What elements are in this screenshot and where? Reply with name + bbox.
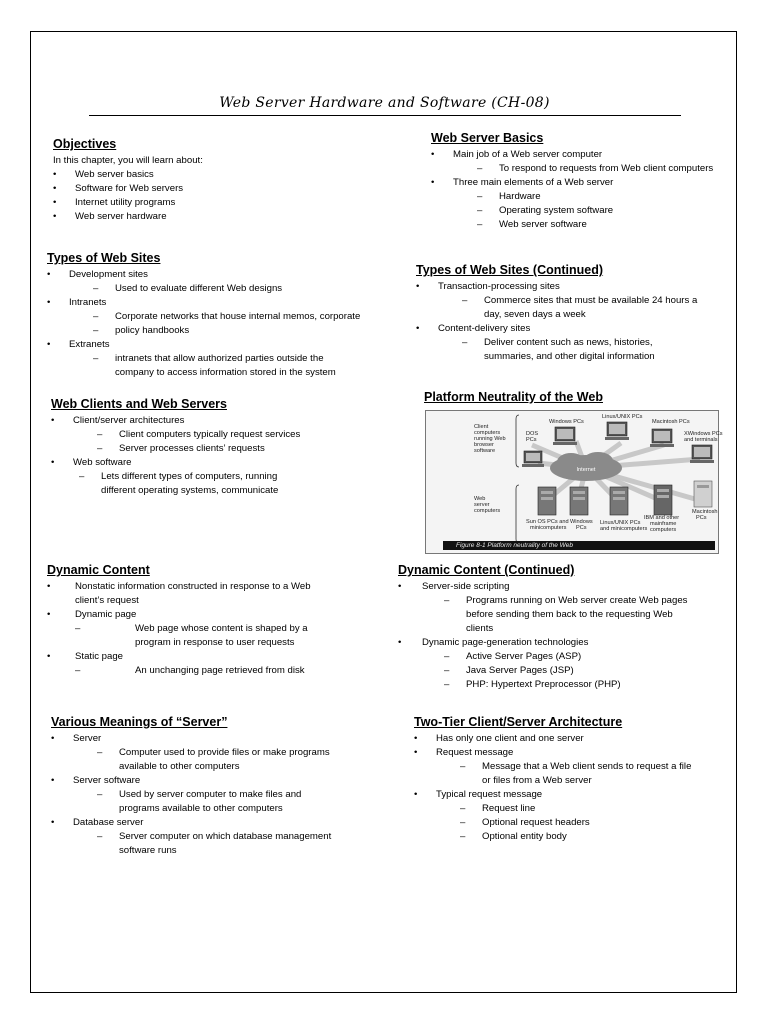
macintosh-pc-icon: [650, 429, 674, 447]
section-heading: Web Server Basics: [431, 131, 544, 145]
list-subitem-continuation: software runs: [119, 845, 177, 856]
linux-pc-icon: [605, 422, 629, 440]
list-subitem: – Server computer on which database management: [51, 830, 391, 844]
list-subitem: – Server processes clients’ requests: [51, 442, 391, 456]
ibm-label: mainframe: [650, 521, 677, 527]
sun-server-icon: [538, 487, 556, 515]
list-subitem: – Corporate networks that house internal memos, corporate: [47, 310, 392, 324]
list-item: • Web software: [51, 456, 391, 470]
list-subitem-continuation: company to access information stored in the system: [115, 367, 336, 378]
sun-label: Sun OS PCs and: [526, 519, 569, 525]
list-subitem: – Lets different types of computers, running: [51, 470, 391, 484]
list-subitem: – Deliver content such as news, histories,: [416, 336, 726, 350]
linux-pcs-label: Linux/UNIX PCs: [602, 414, 643, 420]
list-subitem-continuation: summaries, and other digital information: [484, 351, 655, 362]
list-item: • Static page: [47, 650, 392, 664]
section-types-of-web-sites-continued: [416, 262, 726, 364]
clients-label: computers: [474, 430, 501, 436]
section-dynamic-content-continued: [398, 562, 728, 692]
clients-label: Client: [474, 424, 489, 430]
windows-pcs-label: Windows PCs: [549, 419, 584, 425]
figure-caption: Figure 8-1 Platform neutrality of the Web: [456, 542, 573, 549]
list-item: • Transaction-processing sites: [416, 280, 726, 294]
list-item: • Development sites: [47, 268, 392, 282]
list-subitem: – Client computers typically request services: [51, 428, 391, 442]
client-bracket: [516, 415, 519, 467]
list-item: • Web server hardware: [53, 210, 383, 224]
linux-server-icon: [610, 487, 628, 515]
macintosh-server-icon: [694, 481, 712, 507]
internet-label: Internet: [576, 467, 596, 473]
list-item: • Server: [51, 732, 391, 746]
list-subitem: – Commerce sites that must be available 24 hours a: [416, 294, 726, 308]
list-subitem: – Request line: [414, 802, 729, 816]
linux-server-label: and minicomputers: [600, 526, 648, 532]
list-subitem: – Java Server Pages (JSP): [398, 664, 728, 678]
list-item: • Nonstatic information constructed in response to a Web: [47, 580, 392, 594]
servers-label: computers: [474, 508, 501, 514]
section-objectives: [53, 136, 383, 224]
mainframe-icon: [654, 485, 672, 515]
clients-label: running Web: [474, 436, 506, 442]
list-subitem: – Used to evaluate different Web designs: [47, 282, 392, 296]
list-subitem: – To respond to requests from Web client computers: [431, 162, 731, 176]
sun-label: minicomputers: [530, 525, 567, 531]
section-heading: Web Clients and Web Servers: [51, 397, 227, 411]
objectives-intro: In this chapter, you will learn about:: [53, 155, 203, 166]
servers-label: Web: [474, 496, 486, 502]
list-subitem-continuation: clients: [466, 623, 494, 634]
macintosh-pcs-label: Macintosh PCs: [652, 419, 690, 425]
list-subitem-continuation: program in response to user requests: [135, 637, 295, 648]
list-item: • Client/server architectures: [51, 414, 391, 428]
section-heading: Various Meanings of “Server”: [51, 715, 228, 729]
xwindows-label: XWindows PCs: [684, 431, 723, 437]
xwindows-label: and terminals: [684, 437, 718, 443]
servers-label: server: [474, 502, 490, 508]
list-subitem: – intranets that allow authorized parties outside the: [47, 352, 392, 366]
list-subitem-continuation: – policy handbooks: [47, 324, 392, 338]
section-two-tier-architecture: [414, 714, 729, 844]
objectives-list: [53, 168, 383, 224]
section-heading: Two-Tier Client/Server Architecture: [414, 715, 623, 729]
list-item: • Software for Web servers: [53, 182, 383, 196]
section-types-of-web-sites: [47, 250, 392, 380]
list-item: • Database server: [51, 816, 391, 830]
list-item: • Request message: [414, 746, 729, 760]
list-subitem: – Optional entity body: [414, 830, 729, 844]
internet-cloud-icon: [550, 452, 622, 481]
list-item: • Dynamic page-generation technologies: [398, 636, 728, 650]
list-item: • Extranets: [47, 338, 392, 352]
list-subitem: – PHP: Hypertext Preprocessor (PHP): [398, 678, 728, 692]
list-subitem: – Used by server computer to make files and: [51, 788, 391, 802]
section-heading: Objectives: [53, 137, 117, 151]
list-item: • Main job of a Web server computer: [431, 148, 731, 162]
mac-server-label: Macintosh: [692, 509, 718, 515]
dos-label: DOS: [526, 431, 539, 437]
list-item: • Server software: [51, 774, 391, 788]
server-bracket: [516, 485, 519, 543]
page-frame: [30, 31, 737, 993]
list-subitem: – Optional request headers: [414, 816, 729, 830]
ibm-label: computers: [650, 527, 677, 533]
list-item: • Dynamic page: [47, 608, 392, 622]
section-heading: Types of Web Sites: [47, 251, 161, 265]
windows-server-icon: [570, 487, 588, 515]
list-subitem: – Programs running on Web server create Web pages: [398, 594, 728, 608]
list-item: • Server-side scripting: [398, 580, 728, 594]
list-item-continuation: client’s request: [75, 595, 139, 606]
dos-pc-icon: [522, 451, 544, 467]
list-subitem-continuation: or files from a Web server: [482, 775, 592, 786]
dos-label: PCs: [526, 437, 537, 443]
linux-server-label: Linux/UNIX PCs: [600, 520, 641, 526]
document-title: Web Server Hardware and Software (CH-08): [219, 95, 550, 111]
network-diagram: [426, 411, 723, 553]
xwindows-terminal-icon: [690, 445, 714, 463]
list-subitem: – Web page whose content is shaped by a: [47, 622, 392, 636]
windows-server-label: Windows: [570, 519, 593, 525]
list-subitem-continuation: different operating systems, communicate: [101, 485, 279, 496]
list-subitem-continuation: before sending them back to the requesting Web: [466, 609, 673, 620]
windows-server-label: PCs: [576, 525, 587, 531]
list-subitem-continuation: programs available to other computers: [119, 803, 283, 814]
list-item: • Has only one client and one server: [414, 732, 729, 746]
title-underline: [89, 115, 681, 116]
clients-label: software: [474, 448, 496, 454]
list-subitem-continuation: day, seven days a week: [484, 309, 586, 320]
section-web-server-basics: [431, 130, 731, 232]
clients-label: browser: [474, 442, 494, 448]
list-subitem: – Active Server Pages (ASP): [398, 650, 728, 664]
section-heading: Types of Web Sites (Continued): [416, 263, 604, 277]
list-subitem: – Hardware: [431, 190, 731, 204]
list-subitem: – Operating system software: [431, 204, 731, 218]
section-web-clients-servers: [51, 396, 391, 498]
list-subitem: – Message that a Web client sends to request a file: [414, 760, 729, 774]
list-item: • Internet utility programs: [53, 196, 383, 210]
list-item: • Typical request message: [414, 788, 729, 802]
list-item: • Web server basics: [53, 168, 383, 182]
windows-pc-icon: [553, 427, 577, 445]
list-subitem: – An unchanging page retrieved from disk: [47, 664, 392, 678]
list-item: • Content-delivery sites: [416, 322, 726, 336]
platform-neutrality-figure: [425, 410, 723, 554]
section-dynamic-content: [47, 562, 392, 678]
list-item: • Three main elements of a Web server: [431, 176, 731, 190]
section-platform-neutrality: [424, 389, 724, 407]
list-subitem: – Computer used to provide files or make programs: [51, 746, 391, 760]
section-meanings-of-server: [51, 714, 391, 858]
mac-server-label: PCs: [696, 515, 707, 521]
list-subitem-continuation: available to other computers: [119, 761, 240, 772]
list-item: • Intranets: [47, 296, 392, 310]
ibm-label: IBM and other: [644, 515, 680, 521]
list-subitem: – Web server software: [431, 218, 731, 232]
section-heading: Dynamic Content (Continued): [398, 563, 575, 577]
section-heading: Dynamic Content: [47, 563, 150, 577]
section-heading: Platform Neutrality of the Web: [424, 390, 603, 404]
